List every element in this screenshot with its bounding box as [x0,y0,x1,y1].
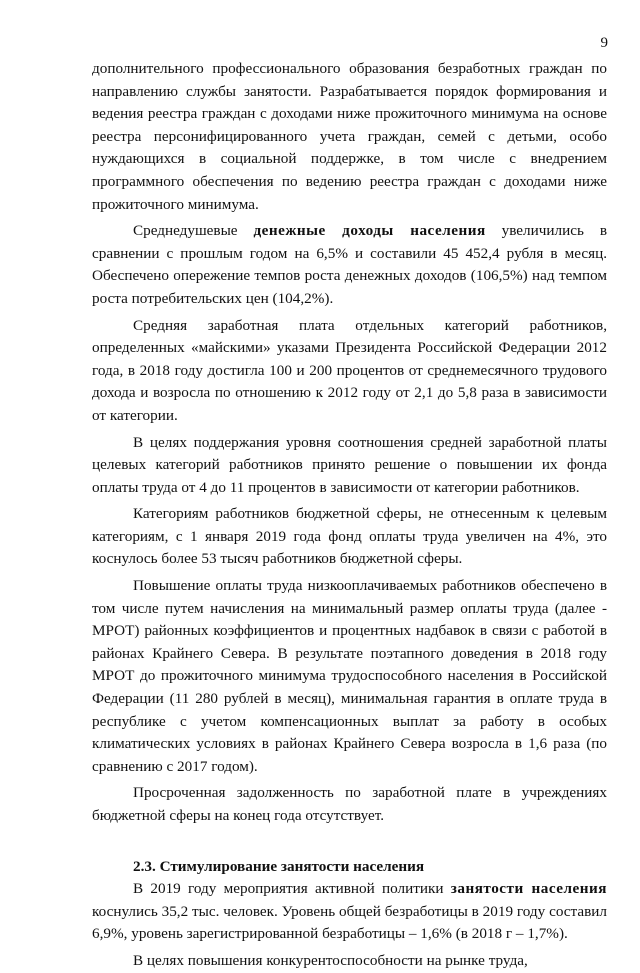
paragraph-arrears: Просроченная задолженность по заработной плате в учреждениях бюджетной сферы на конец года отсутствует. [92,784,607,824]
paragraph-income-bold: денежные доходы населения [253,222,486,240]
paragraph-income [92,220,607,310]
page-number: 9 [600,35,608,51]
paragraph-budget-workers: Категориям работников бюджетной сферы, не отнесенным к целевым категориям, с 1 января 2019 года фонд оплаты труда увеличен на 4%, это коснулось более 53 тысяч работников бюджетной сферы. [92,505,607,568]
section-heading: 2.3. Стимулирование занятости населения [133,857,425,875]
paragraph-employment-after: коснулись 35,2 тыс. человек. Уровень общей безработицы в 2019 году составил 6,9%, уровень зарегистрированной безработицы – 1,6% (в 2018 г – 1,7%). [92,902,607,943]
paragraph-salary-ratio: В целях поддержания уровня соотношения средней заработной платы целевых категорий работников принято решение о повышении их фонда оплаты труда от 4 до 11 процентов в зависимости от категории работников. [92,433,607,496]
paragraph-salary: Средняя заработная плата отдельных категорий работников, определенных «майскими» указами Президента Российской Федерации 2012 года, в 2018 году достигла 100 и 200 процентов от среднемесячного трудового дохода и возросла по отношению к 2012 году от 2,1 до 5,8 раза в зависимости от категории. [92,316,607,424]
paragraph-income-before: Среднедушевые [133,222,254,240]
paragraph-employment-bold: занятости населения [450,880,607,898]
paragraph-employment [92,878,607,946]
paragraph-low-pay: Повышение оплаты труда низкооплачиваемых работников обеспечено в том числе путем начисления на минимальный размер оплаты труда (далее - МРОТ) районных коэффициентов и процентных надбавок в связи с работой в районах Крайнего Севера. В результате поэтапного доведения в 2018 году МРОТ до прожиточного минимума трудоспособного населения в Российской Федерации (11 280 рублей в месяц), минимальная гарантия в оплате труда в республике с учетом компенсационных выплат за работу в особых климатических условиях в районах Крайнего Севера возросла в 1,6 раза (по сравнению с 2017 годом). [92,577,607,775]
paragraph-continuation: дополнительного профессионального образования безработных граждан по направлению службы занятости. Разрабатывается порядок формирования и ведения реестра граждан с доходами ниже прожиточного минимума на основе реестра персонифицированного учета граждан, семей с детьми, особо нуждающихся в социальной поддержке, в том числе с внедрением программного обеспечения по ведению реестра граждан с доходами ниже прожиточного минимума. [92,60,607,213]
paragraph-income-after: увеличились в сравнении с прошлым годом на 6,5% и составили 45 452,4 рубля в месяц. Обеспечено опережение темпов роста денежных доходов (106,5%) над темпом роста потребительских цен (104,2%). [92,222,607,307]
document-body [92,58,607,973]
paragraph-employment-before: В 2019 году мероприятия активной политики [133,880,451,898]
paragraph-competitiveness: В целях повышения конкурентоспособности на рынке труда, [133,951,528,969]
